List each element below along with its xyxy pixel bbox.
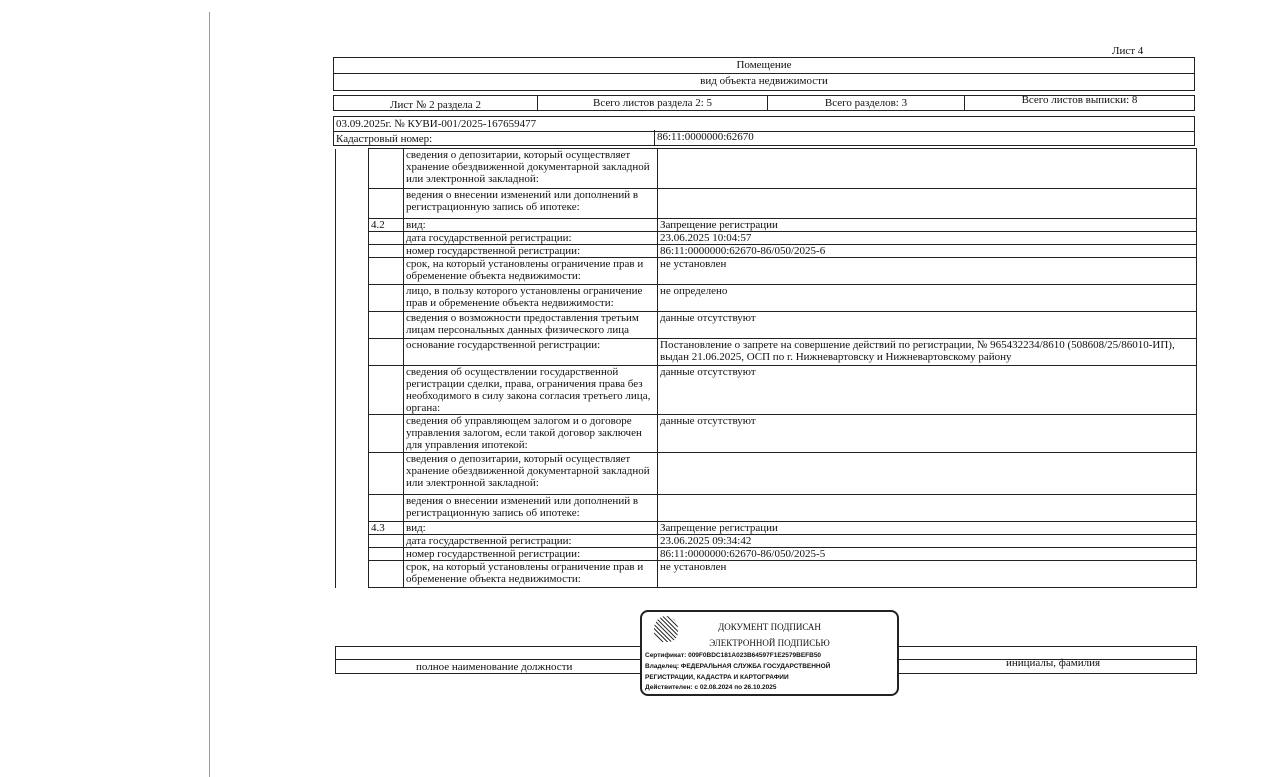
table-row [336,285,1197,312]
table-row [336,245,1197,258]
entry-number [369,453,404,495]
blank-cell [336,149,369,189]
entry-number [369,415,404,453]
entry-number [369,495,404,522]
object-type: Помещение [334,58,1194,74]
row-value: не установлен [658,561,1197,588]
cadastral-row [334,132,1194,146]
extract-ref: 03.09.2025г. № КУВИ-001/2025-167659477 [334,117,1194,132]
blank-cell [336,312,369,339]
entry-number [369,258,404,285]
row-value [658,149,1197,189]
blank-cell [336,258,369,285]
electronic-signature-stamp [640,610,899,696]
sheet-info-row [333,95,1195,111]
entry-number [369,535,404,548]
row-value: данные отсутствуют [658,366,1197,415]
name-caption: инициалы, фамилия [1006,657,1101,669]
section-sheets: Всего листов раздела 2: 5 [538,96,768,110]
position-caption: полное наименование должности [416,661,573,673]
row-label: номер государственной регистрации: [404,245,658,258]
row-value [658,189,1197,219]
row-label: дата государственной регистрации: [404,232,658,245]
row-label: вид: [404,522,658,535]
row-label: основание государственной регистрации: [404,339,658,366]
row-label: срок, на который установлены ограничение прав и обременение объекта недвижимости: [404,258,658,285]
entry-number: 4.3 [369,522,404,535]
table-row [336,561,1197,588]
blank-cell [336,453,369,495]
row-value: Постановление о запрете на совершение действий по регистрации, № 965432234/8610 (508608/25/86010-ИП), выдан 21.06.2025, ОСП по г. Нижневартовску и Нижневартовскому району [658,339,1197,366]
entry-number [369,245,404,258]
table-row [336,149,1197,189]
row-label: сведения о депозитарии, который осуществляет хранение обездвиженной документарной закладной или электронной закладной: [404,453,658,495]
stamp-owner1: Владелец: ФЕДЕРАЛЬНАЯ СЛУЖБА ГОСУДАРСТВЕННОЙ [645,663,831,670]
row-value: Запрещение регистрации [658,522,1197,535]
blank-cell [336,366,369,415]
row-label: сведения об управляющем залогом и о договоре управления залогом, если такой договор заключен для управления ипотекой: [404,415,658,453]
stamp-line2: ЭЛЕКТРОННОЙ ПОДПИСЬЮ [709,638,830,648]
cadastral-label: Кадастровый номер: [336,133,433,145]
table-row [336,189,1197,219]
row-label: ведения о внесении изменений или дополнений в регистрационную запись об ипотеке: [404,189,658,219]
entry-number [369,561,404,588]
table-row [336,312,1197,339]
blank-cell [336,285,369,312]
entry-number [369,366,404,415]
table-row [336,495,1197,522]
row-label: ведения о внесении изменений или дополнений в регистрационную запись об ипотеке: [404,495,658,522]
stamp-owner2: РЕГИСТРАЦИИ, КАДАСТРА И КАРТОГРАФИИ [645,674,789,681]
blank-cell [336,415,369,453]
row-label: номер государственной регистрации: [404,548,658,561]
extract-info [333,116,1195,146]
stamp-valid: Действителен: с 02.08.2024 по 26.10.2025 [645,684,777,691]
blank-cell [336,495,369,522]
blank-cell [336,548,369,561]
total-sections: Всего разделов: 3 [768,96,965,110]
row-value: 23.06.2025 10:04:57 [658,232,1197,245]
table-row [336,366,1197,415]
row-label: сведения о возможности предоставления третьим лицам персональных данных физического лица [404,312,658,339]
table-row [336,522,1197,535]
table-row [336,548,1197,561]
row-value: 23.06.2025 09:34:42 [658,535,1197,548]
row-label: сведения об осуществлении государственной регистрации сделки, права, ограничения права без необходимого в силу закона согласия третьего лица, органа: [404,366,658,415]
row-label: дата государственной регистрации: [404,535,658,548]
table-row [336,453,1197,495]
scan-edge-line [209,12,210,777]
row-value: 86:11:0000000:62670-86/050/2025-6 [658,245,1197,258]
blank-cell [336,339,369,366]
cadastral-value: 86:11:0000000:62670 [654,130,754,145]
entry-number [369,189,404,219]
blank-cell [336,232,369,245]
entry-number [369,548,404,561]
entry-number [369,232,404,245]
row-value: не определено [658,285,1197,312]
stamp-line1: ДОКУМЕНТ ПОДПИСАН [718,622,821,632]
total-sheets: Всего листов выписки: 8 [1021,94,1138,106]
table-row [336,415,1197,453]
sheet-label: Лист 4 [1112,45,1144,57]
row-label: вид: [404,219,658,232]
row-value: не установлен [658,258,1197,285]
row-label: лицо, в пользу которого установлены ограничение прав и обременение объекта недвижимости: [404,285,658,312]
row-value: Запрещение регистрации [658,219,1197,232]
blank-cell [336,189,369,219]
blank-cell [336,535,369,548]
object-type-caption: вид объекта недвижимости [700,75,828,87]
entry-number [369,312,404,339]
table-row [336,339,1197,366]
row-value: 86:11:0000000:62670-86/050/2025-5 [658,548,1197,561]
row-label: сведения о депозитарии, который осуществляет хранение обездвиженной документарной закладной или электронной закладной: [404,149,658,189]
row-value [658,495,1197,522]
blank-cell [336,522,369,535]
entry-number [369,149,404,189]
entry-number: 4.2 [369,219,404,232]
entry-number [369,285,404,312]
encumbrance-table [335,148,1197,588]
entry-number [369,339,404,366]
blank-cell [336,561,369,588]
table-row [336,232,1197,245]
row-value: данные отсутствуют [658,312,1197,339]
blank-cell [336,219,369,232]
blank-cell [336,245,369,258]
row-value [658,453,1197,495]
table-row [336,258,1197,285]
table-row [336,535,1197,548]
row-value: данные отсутствуют [658,415,1197,453]
object-type-box [333,57,1195,91]
sheet-number: Лист № 2 раздела 2 [334,96,538,110]
stamp-cert: Сертификат: 009F0BDC181A023B64597F1E2579BEFB50 [645,652,822,659]
table-row [336,219,1197,232]
row-label: срок, на который установлены ограничение прав и обременение объекта недвижимости: [404,561,658,588]
